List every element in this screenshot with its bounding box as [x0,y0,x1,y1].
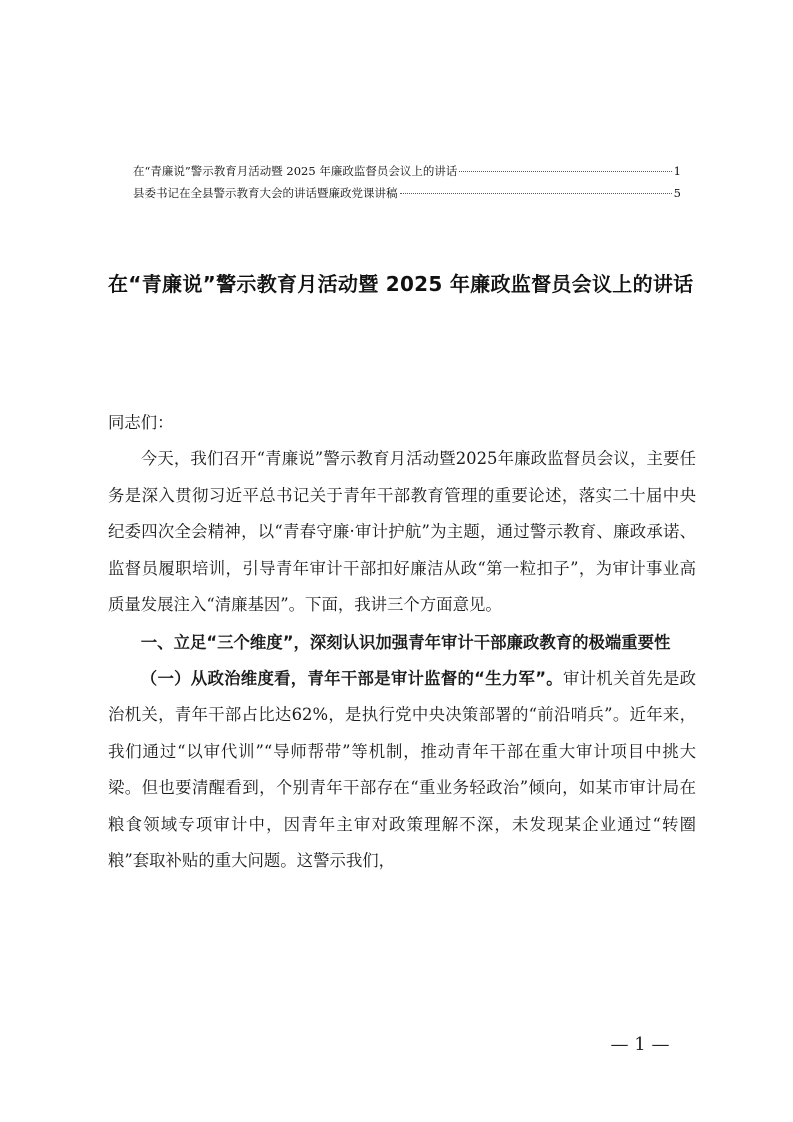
document-body [108,405,696,880]
subsection-paragraph [108,661,696,880]
toc-dot-leader [400,179,672,194]
document-title: 在“青廉说”警示教育月活动暨 2025 年廉政监督员会议上的讲话 [108,272,694,296]
toc-entry-title: 在“青廉说”警示教育月活动暨 2025 年廉政监督员会议上的讲话 [133,164,458,178]
toc-entry[interactable] [133,182,681,204]
subsection-heading: （一）从政治维度看，青年干部是审计监督的“生力军”。 [140,668,563,688]
section-heading: 一、立足“三个维度”，深刻认识加强青年审计干部廉政教育的极端重要性 [140,632,671,652]
toc-entry-page: 5 [673,186,681,200]
toc-entry-page: 1 [673,164,681,178]
salutation: 同志们： [108,413,174,432]
intro-paragraph: 今天，我们召开“青廉说”警示教育月活动暨2025年廉政监督员会议，主要任务是深入贯彻习近平总书记关于青年干部教育管理的重要论述，落实二十届中央纪委四次全会精神，以“青春守廉·审计护航”为主题，通过警示教育、廉政承诺、监督员履职培训，引导青年审计干部扣好廉洁从政“第一粒扣子”，为审计事业高质量发展注入“清廉基因”。下面，我讲三个方面意见。 [108,449,696,614]
toc-dot-leader [459,157,671,172]
toc-entry-title: 县委书记在全县警示教育大会的讲话暨廉政党课讲稿 [133,186,398,200]
table-of-contents [133,160,681,204]
page-number: — 1 — [610,1034,670,1055]
subsection-text: 审计机关首先是政治机关，青年干部占比达62%，是执行党中央决策部署的“前沿哨兵”。近年来，我们通过“以审代训”“导师帮带”等机制，推动青年干部在重大审计项目中挑大梁。但也要清醒看到，个别青年干部存在“重业务轻政治”倾向，如某市审计局在粮食领域专项审计中，因青年主审对政策理解不深，未发现某企业通过“转圈粮”套取补贴的重大问题。这警示我们， [108,668,697,870]
